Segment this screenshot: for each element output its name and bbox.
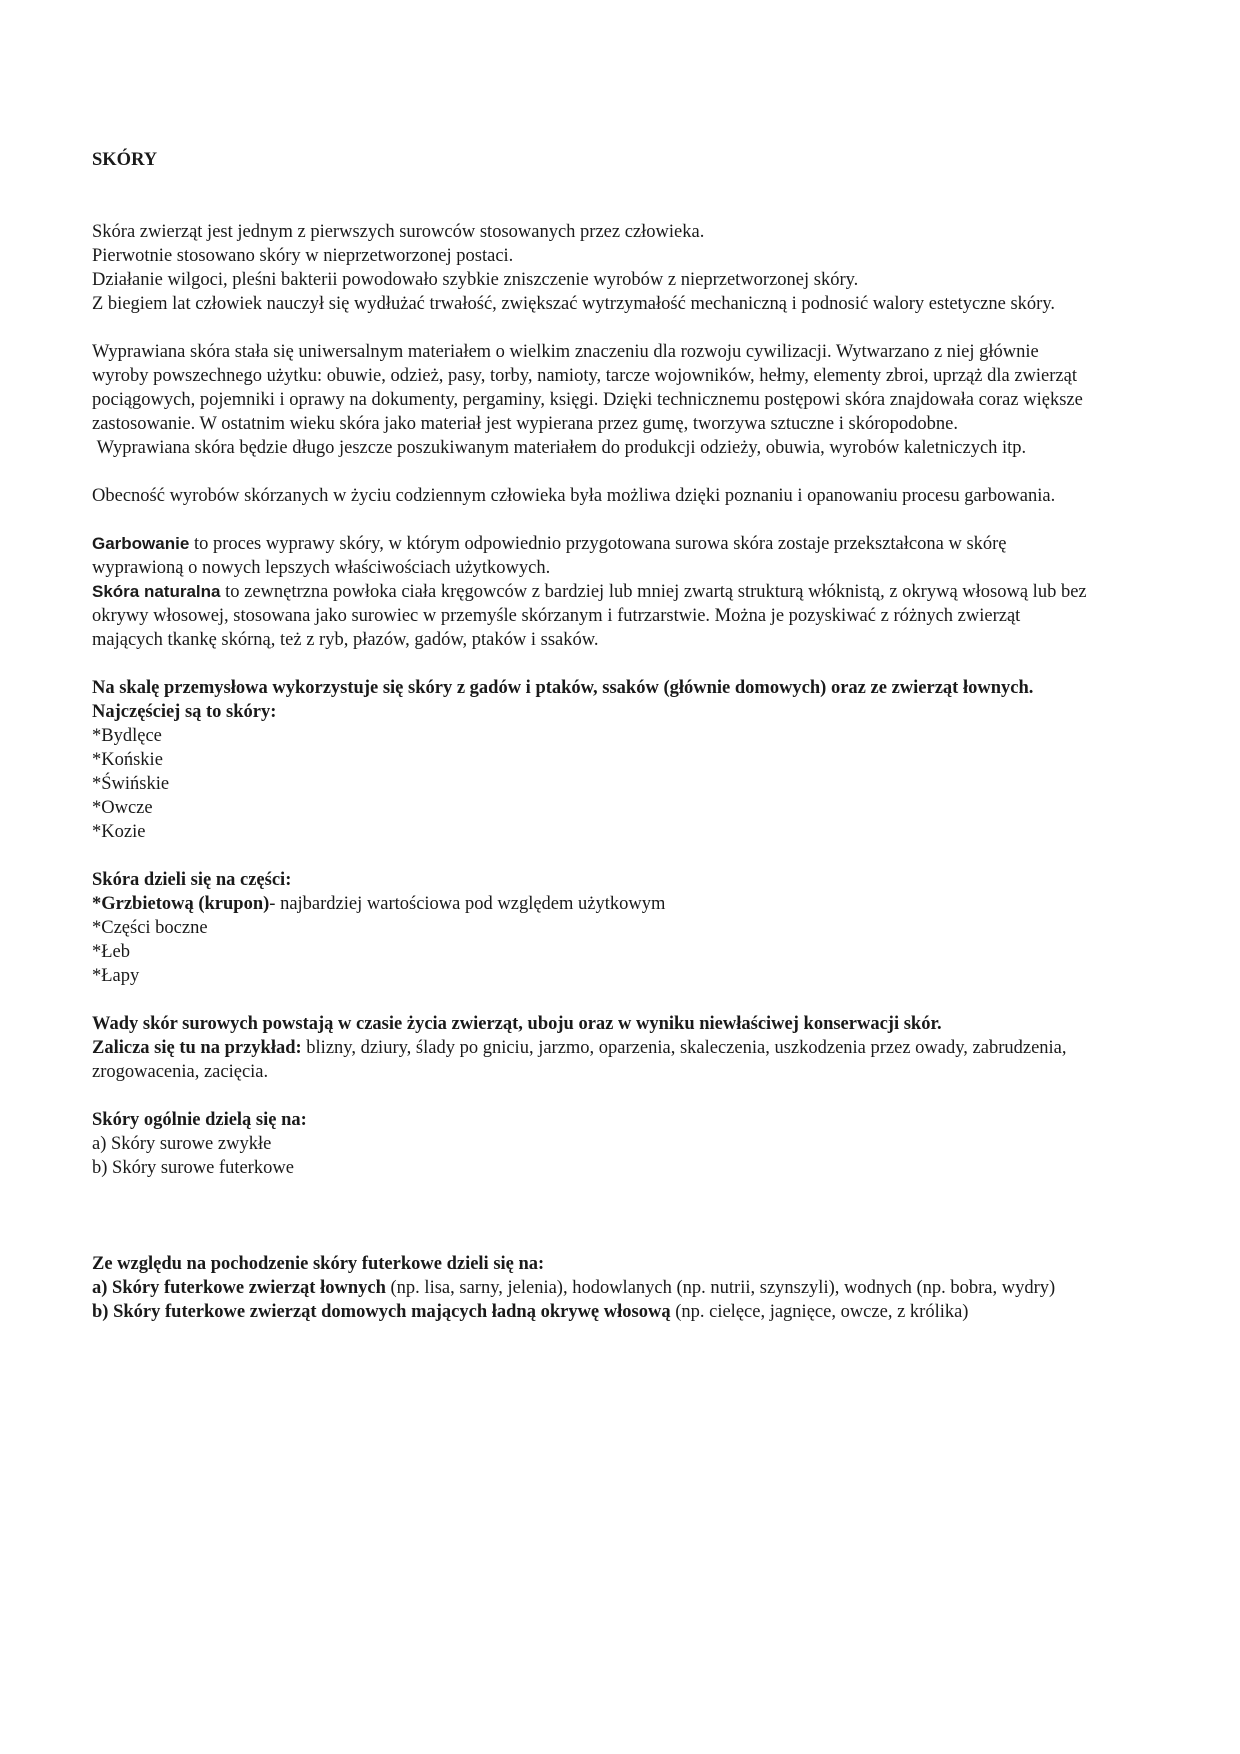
list-item: *Świńskie xyxy=(92,774,170,794)
list-item xyxy=(92,892,1092,916)
list-item: *Łapy xyxy=(92,966,140,986)
list-item: *Owcze xyxy=(92,798,153,818)
defects-section xyxy=(92,1012,1092,1084)
civilization-paragraph: Wyprawiana skóra stała się uniwersalnym materiałem o wielkim znaczeniu dla rozwoju cywilizacji. Wytwarzano z niej głównie wyroby powszechnego użytku: obuwie, odzież, pasy, torby, namioty, tarcze wojowników, hełmy, elementy zbroi, uprząż dla zwierząt pociągowych, pojemniki i oprawy na dokumenty, pergaminy, księgi. Dzięki technicznemu postępowi skóra znajdowała coraz większe zastosowanie. W ostatnim wieku skóra jako materiał jest wypierana przez gumę, tworzywa sztuczne i skóropodobne. xyxy=(92,342,1083,434)
parts-first-term: *Grzbietową (krupon) xyxy=(92,894,270,914)
parts-section xyxy=(92,868,1092,988)
garbowanie-text: to proces wyprawy skóry, w którym odpowiednio przygotowana surowa skóra zostaje przekształcona w skórę wyprawioną o nowych lepszych właściwościach użytkowych. xyxy=(92,534,1007,578)
list-item: *Bydlęce xyxy=(92,726,162,746)
origin-a-text: (np. lisa, sarny, jelenia), hodowlanych (np. nutrii, szynszyli), wodnych (np. bobra, wydry) xyxy=(385,1278,1056,1298)
parts-first-text: - najbardziej wartościowa pod względem użytkowym xyxy=(269,894,666,914)
definitions-section xyxy=(92,532,1092,652)
list-item: b) Skóry surowe futerkowe xyxy=(92,1158,294,1178)
origin-heading: Ze względu na pochodzenie skóry futerkowe dzieli się na: xyxy=(92,1254,545,1274)
document-content xyxy=(92,148,1092,1324)
skora-text: to zewnętrzna powłoka ciała kręgowców z bardziej lub mniej zwartą strukturą włóknistą, z okrywą włosową lub bez okrywy włosowej, stosowana jako surowiec w przemyśle skórzanym i futrzarstwie. Można je pozyskiwać z różnych zwierząt mających tkankę skórną, też z ryb, płazów, gadów, ptaków i ssaków. xyxy=(92,582,1087,650)
defects-term: Zalicza się tu na przykład: xyxy=(92,1038,302,1058)
origin-item-b xyxy=(92,1300,1092,1324)
list-item: *Końskie xyxy=(92,750,163,770)
defects-text: blizny, dziury, ślady po gniciu, jarzmo, oparzenia, skaleczenia, uszkodzenia przez owady, zabrudzenia, zrogowacenia, zacięcia. xyxy=(92,1038,1067,1082)
defects-heading: Wady skór surowych powstają w czasie życia zwierząt, uboju oraz w wyniku niewłaściwej konserwacji skór. xyxy=(92,1014,942,1034)
general-section xyxy=(92,1108,1092,1180)
tanning-intro-paragraph: Obecność wyrobów skórzanych w życiu codziennym człowieka była możliwa dzięki poznaniu i opanowaniu procesu garbowania. xyxy=(92,486,1056,506)
defects-paragraph xyxy=(92,1036,1092,1084)
skora-definition xyxy=(92,580,1092,652)
intro-paragraph xyxy=(92,220,1092,316)
origin-a-term: a) Skóry futerkowe zwierząt łownych xyxy=(92,1278,386,1298)
garbowanie-definition xyxy=(92,532,1092,580)
skora-term: Skóra naturalna xyxy=(92,582,221,601)
industry-section xyxy=(92,676,1092,844)
intro-line: Działanie wilgoci, pleśni bakterii powodowało szybkie zniszczenie wyrobów z nieprzetworzonej skóry. xyxy=(92,270,859,290)
general-heading: Skóry ogólnie dzielą się na: xyxy=(92,1110,307,1130)
list-item: a) Skóry surowe zwykłe xyxy=(92,1134,272,1154)
origin-b-term: b) Skóry futerkowe zwierząt domowych mających ładną okrywę włosową xyxy=(92,1302,671,1322)
origin-item-a xyxy=(92,1276,1092,1300)
industry-heading: Na skalę przemysłowa wykorzystuje się skóry z gadów i ptaków, ssaków (głównie domowych) oraz ze zwierząt łownych. Najczęściej są to skóry: xyxy=(92,678,1034,722)
document-title: SKÓRY xyxy=(92,150,158,170)
list-item: *Łeb xyxy=(92,942,131,962)
list-item: *Kozie xyxy=(92,822,146,842)
intro-line: Pierwotnie stosowano skóry w nieprzetworzonej postaci. xyxy=(92,246,514,266)
garbowanie-term: Garbowanie xyxy=(92,534,190,553)
future-paragraph: Wyprawiana skóra będzie długo jeszcze poszukiwanym materiałem do produkcji odzieży, obuwia, wyrobów kaletniczych itp. xyxy=(92,438,1027,458)
parts-heading: Skóra dzieli się na części: xyxy=(92,870,292,890)
list-item: *Części boczne xyxy=(92,918,208,938)
origin-b-text: (np. cielęce, jagnięce, owcze, z królika) xyxy=(670,1302,969,1322)
intro-line: Skóra zwierząt jest jednym z pierwszych surowców stosowanych przez człowieka. xyxy=(92,222,705,242)
intro-line: Z biegiem lat człowiek nauczył się wydłużać trwałość, zwiększać wytrzymałość mechaniczną i podnosić walory estetyczne skóry. xyxy=(92,294,1055,314)
origin-section xyxy=(92,1252,1092,1324)
